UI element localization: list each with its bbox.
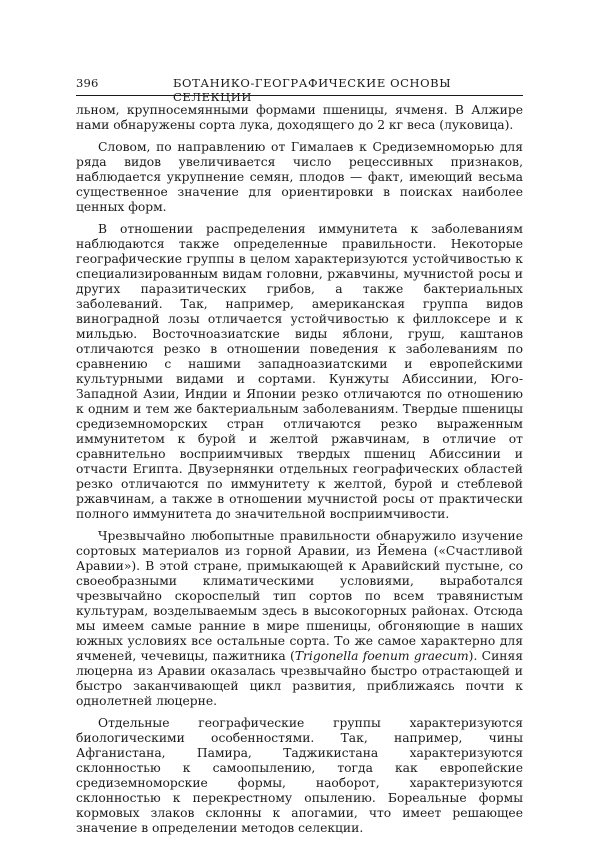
paragraph-continuation: льном, крупносемянными формами пшеницы, ячменя. В Алжире нами обнаружены сорта лука, доходящего до 2 кг веса (луковица). <box>76 103 523 132</box>
page-body <box>76 103 523 843</box>
header-rule <box>76 95 523 96</box>
running-title: БОТАНИКО-ГЕОГРАФИЧЕСКИЕ ОСНОВЫ СЕЛЕКЦИИ <box>173 76 452 104</box>
paragraph-biological-features: Отдельные географические группы характеризуются биологическими особенностями. Так, например, чины Афганистана, Памира, Таджикистана характеризуются склонностью к самоопылению, тогда как европейские средиземноморские формы, наоборот, характеризуются склонностью к перекрестному опылению. Бореальные формы кормовых злаков склонны к апогамии, что имеет решающее значение в определении методов селекции. <box>76 716 523 835</box>
paragraph-arabia-text-1: Чрезвычайно любопытные правильности обнаружило изучение сортовых материалов из горной Аравии, из Йемена («Счастливой Аравии»). В этой стране, примыкающей к Аравийский пустыне, со своеобразными климатическими условиями, выработался чрезвычайно скороспелый тип сортов по всем травянистым культурам, возделываемым здесь в высокогорных районах. Отсюда мы имеем самые ранние в мире пшеницы, обгоняющие в наших южных условиях все остальные сорта. То же самое характерно для ячменей, чечевицы, пажитника ( <box>76 529 523 663</box>
book-page <box>76 76 523 835</box>
paragraph-arabia-text-2: ). Синяя люцерна из Аравии оказалась чрезвычайно быстро отрастающей и быстро заканчивающей цикл развития, приближаясь почти к однолетней люцерне. <box>76 649 523 708</box>
paragraph-immunity: В отношении распределения иммунитета к заболеваниям наблюдаются также определенные правильности. Некоторые географические группы в целом характеризуются устойчивостью к специализированным видам головни, ржавчины, мучнистой росы и других паразитических грибов, а также бактериальных заболеваний. Так, например, американская группа видов виноградной лозы отличается устойчивостью к филлоксере и к мильдью. Восточноазиатские виды яблони, груш, каштанов отличаются резко в отношении поведения к заболеваниям по сравнению с нашими западноазиатскими и европейскими культурными видами и сортами. Кунжуты Абиссинии, Юго-Западной Азии, Индии и Японии резко отличаются по отношению к одним и тем же бактериальным заболеваниям. Твердые пшеницы средиземноморских стран отличаются резко выраженным иммунитетом к бурой и желтой ржавчинам, в отличие от сравнительно восприимчивых твердых пшениц Абиссинии и отчасти Египта. Двузернянки отдельных географических областей резко отличаются по иммунитету к желтой, бурой и стеблевой ржавчинам, а также в отношении мучнистой росы от практически полного иммунитета до значительной восприимчивости. <box>76 222 523 521</box>
page-number: 396 <box>76 76 99 90</box>
paragraph-recessive-traits: Словом, по направлению от Гималаев к Средиземноморью для ряда видов увеличивается число рецессивных признаков, наблюдается укрупнение семян, плодов — факт, имеющий весьма существенное значение для ориентировки в поисках наиболее ценных форм. <box>76 140 523 214</box>
paragraph-arabia <box>76 529 523 709</box>
page-header <box>76 76 523 104</box>
latin-species-name: Trigonella foenum graecum <box>294 649 469 663</box>
